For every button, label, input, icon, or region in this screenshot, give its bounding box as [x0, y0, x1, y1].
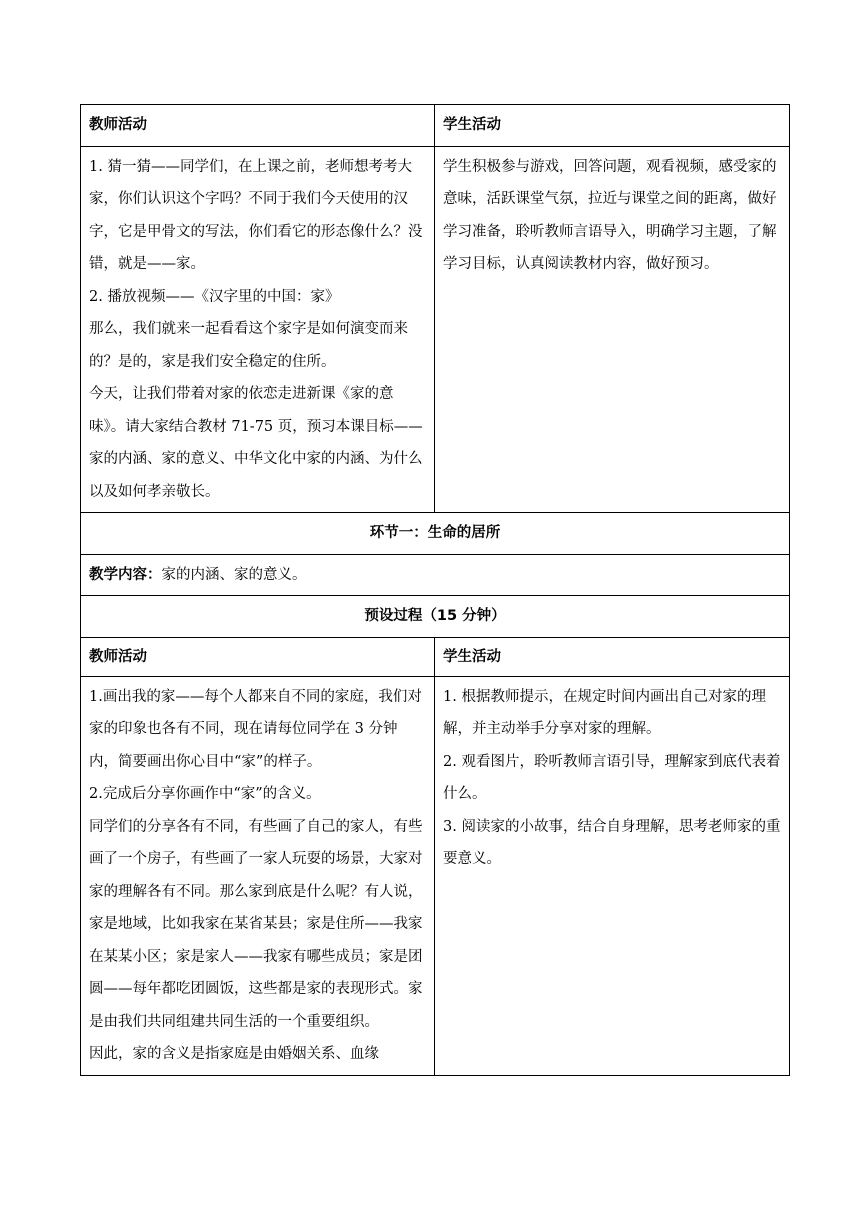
teacher-paragraph: 同学们的分享各有不同，有些画了自己的家人，有些画了一个房子，有些画了一家人玩耍的场景，大家对家的理解各有不同。那么家到底是什么呢？有人说，家是地域，比如我家在某省某县；家是住所——我家在某某小区；家是家人——我家有哪些成员；家是团圆——每年都吃团圆饭，这些都是家的表现形式。家是由我们共同组建共同生活的一个重要组织。	[89, 818, 423, 1030]
teacher-paragraph: 今天，让我们带着对家的依恋走进新课《家的意味》。请大家结合教材 71-75 页，预习本课目标——家的内涵、家的意义、中华文化中家的内涵、为什么以及如何孝亲敬长。	[89, 386, 423, 500]
teacher-activity-header: 教师活动	[81, 637, 435, 676]
teaching-content-cell	[81, 554, 790, 596]
teacher-activity-cell	[81, 146, 435, 513]
teacher-paragraph: 1. 猜一猜——同学们，在上课之前，老师想考考大家，你们认识这个字吗？不同于我们今天使用的汉字，它是甲骨文的写法，你们看它的形态像什么？没错，就是——家。	[89, 158, 423, 272]
teaching-content-row	[81, 554, 790, 596]
teacher-paragraph: 因此，家的含义是指家庭是由婚姻关系、血缘	[89, 1046, 379, 1062]
teacher-activity-header: 教师活动	[81, 105, 435, 147]
student-activity-cell	[435, 676, 790, 1075]
student-paragraph: 1. 根据教师提示，在规定时间内画出自己对家的理解，并主动举手分享对家的理解。	[443, 688, 766, 737]
teacher-paragraph: 2.完成后分享你画作中“家”的含义。	[89, 786, 321, 802]
teacher-paragraph: 2. 播放视频——《汉字里的中国：家》	[89, 288, 340, 305]
student-activity-header: 学生活动	[435, 637, 790, 676]
section-title-row	[81, 513, 790, 555]
lesson-plan-table	[80, 104, 790, 1076]
student-activity-header: 学生活动	[435, 105, 790, 147]
header-row	[81, 637, 790, 676]
teacher-paragraph: 1.画出我的家——每个人都来自不同的家庭，我们对家的印象也各有不同，现在请每位同学在 3 分钟内，简要画出你心目中“家”的样子。	[89, 688, 422, 770]
intro-row	[81, 146, 790, 513]
student-paragraph: 2. 观看图片，聆听教师言语引导，理解家到底代表着什么。	[443, 753, 781, 802]
header-row	[81, 105, 790, 147]
teaching-content-label: 教学内容：	[89, 566, 162, 583]
process-title-row	[81, 596, 790, 638]
section-title: 环节一：生命的居所	[81, 513, 790, 555]
teacher-activity-cell	[81, 676, 435, 1075]
teacher-paragraph: 那么，我们就来一起看看这个家字是如何演变而来的？是的，家是我们安全稳定的住所。	[89, 321, 408, 370]
activity-row	[81, 676, 790, 1075]
process-title: 预设过程（15 分钟）	[81, 596, 790, 638]
student-paragraph: 3. 阅读家的小故事，结合自身理解，思考老师家的重要意义。	[443, 818, 781, 867]
student-paragraph: 学生积极参与游戏，回答问题，观看视频，感受家的意味，活跃课堂气氛，拉近与课堂之间的距离，做好学习准备，聆听教师言语导入，明确学习主题，了解学习目标，认真阅读教材内容，做好预习。	[443, 158, 777, 272]
teaching-content-text: 家的内涵、家的意义。	[161, 566, 307, 583]
student-activity-cell	[435, 146, 790, 513]
